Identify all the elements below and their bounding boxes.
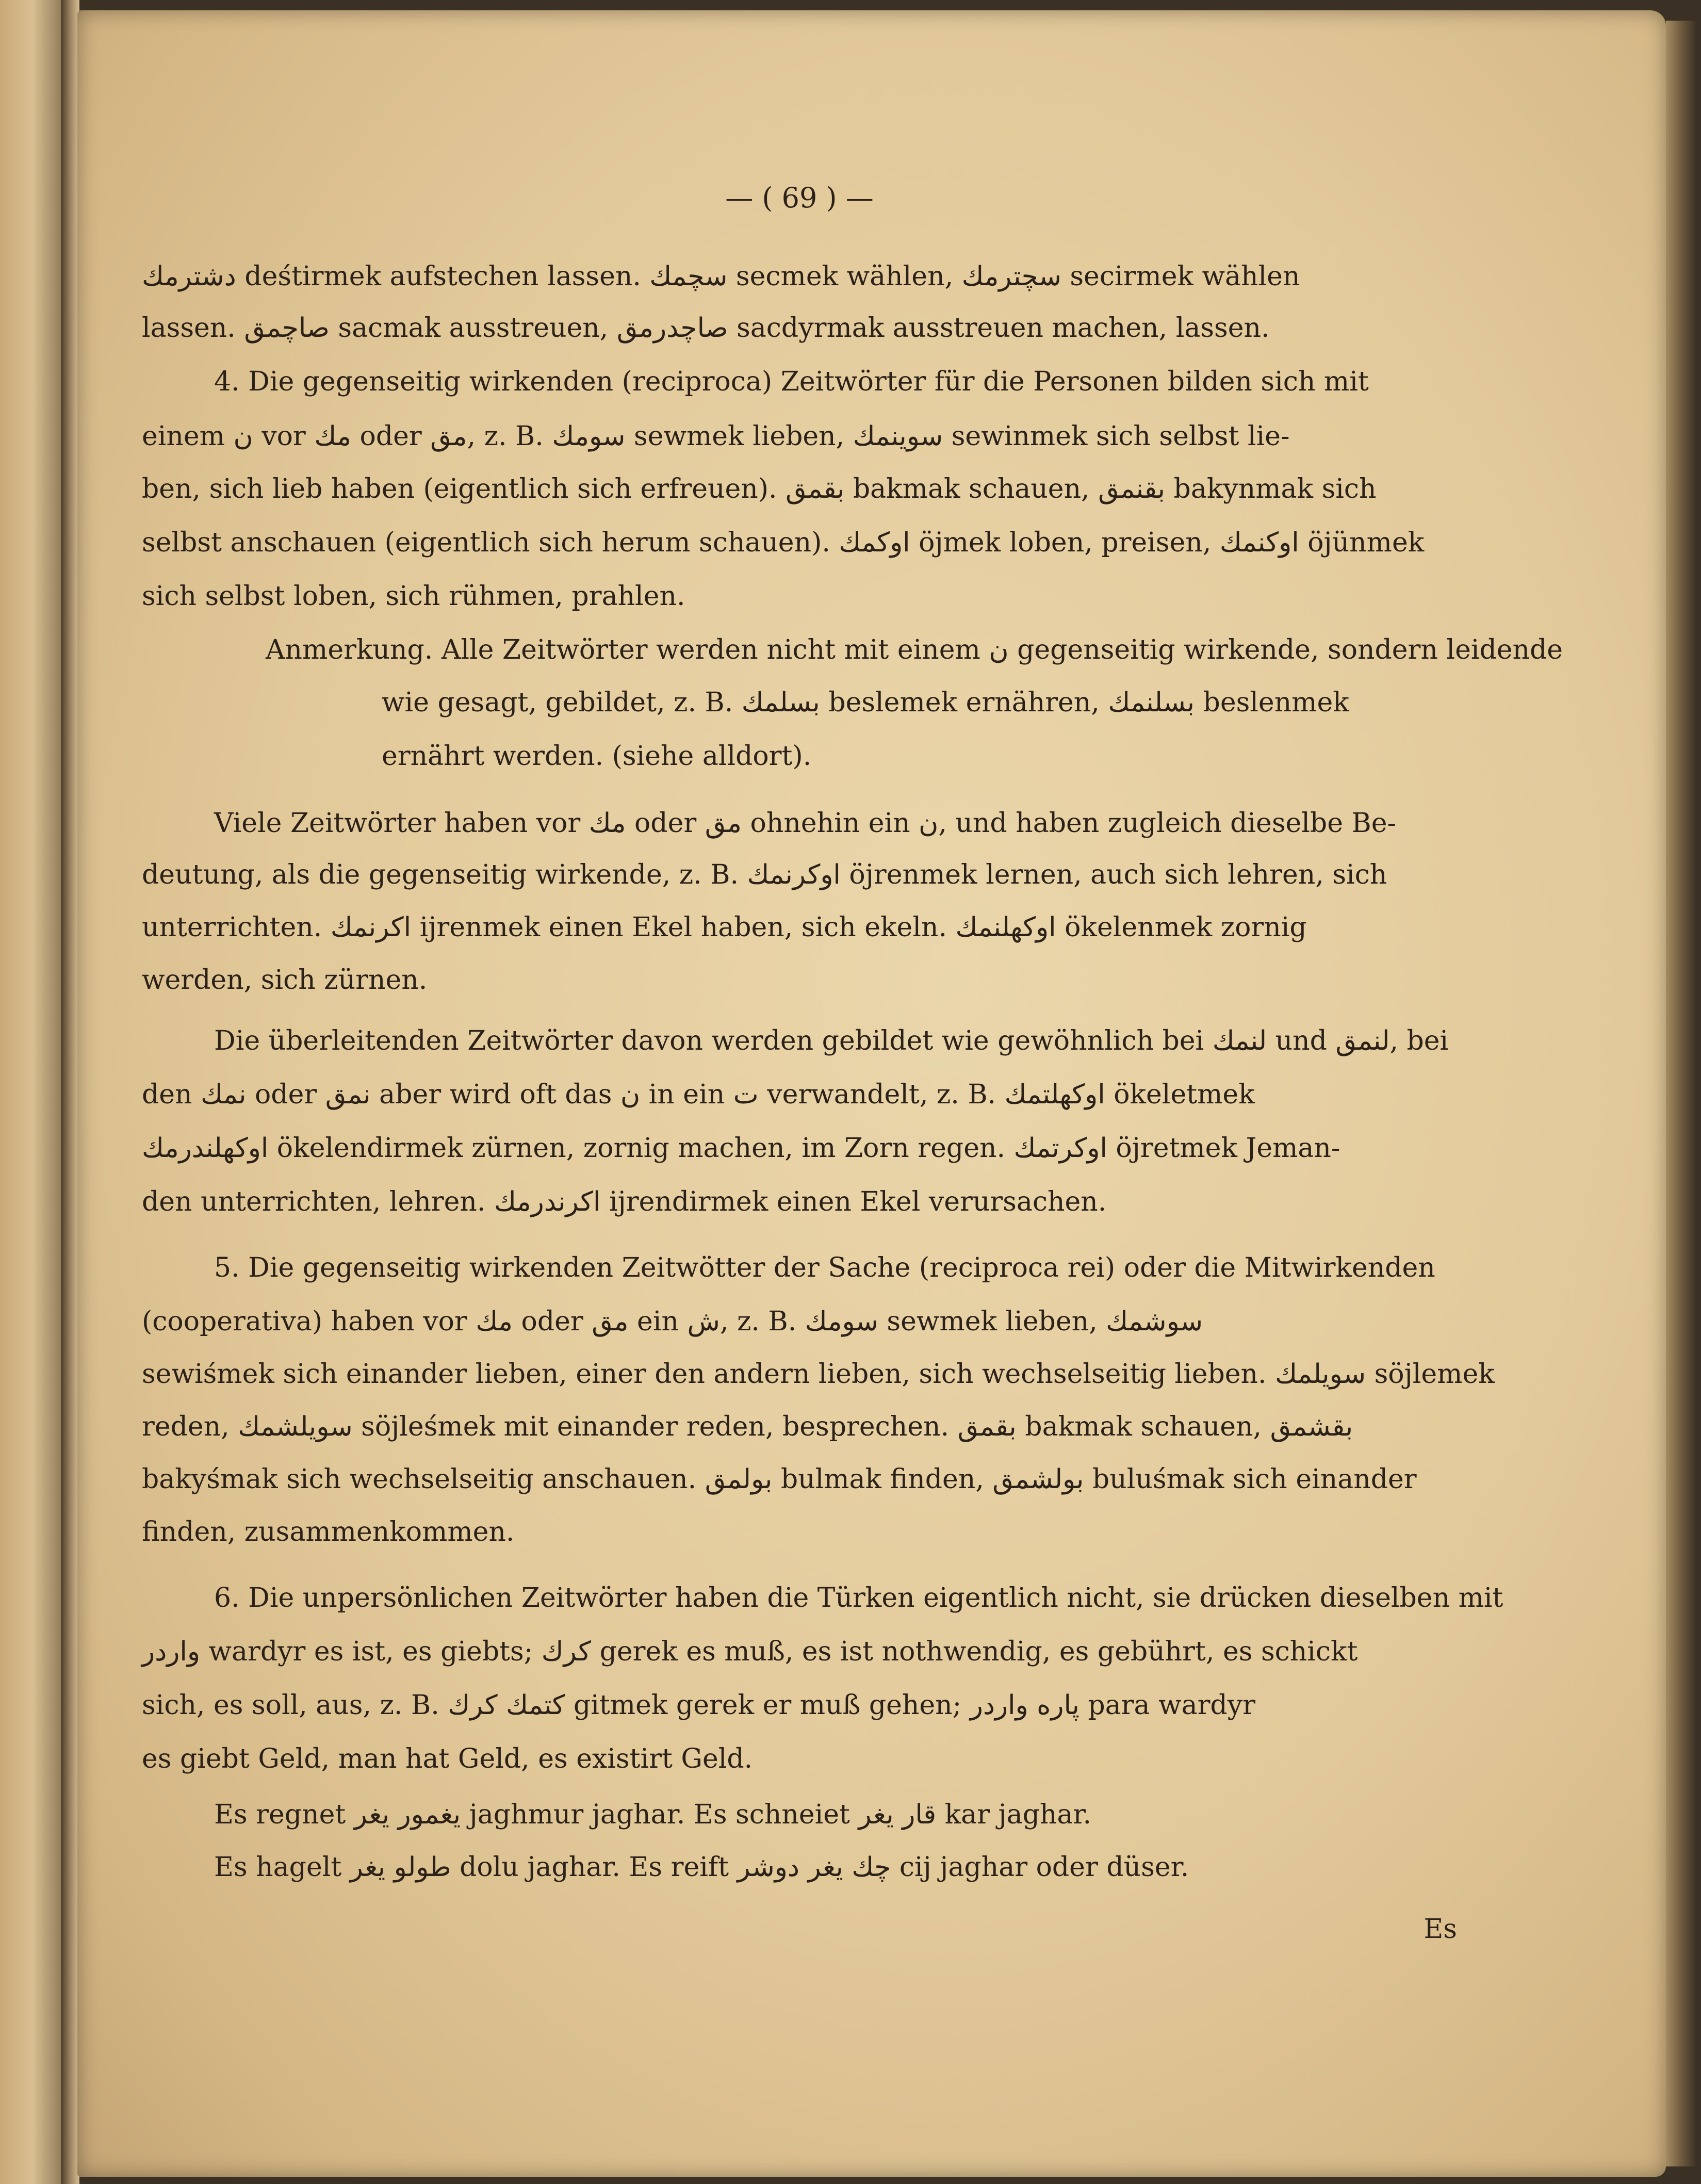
text-line: Viele Zeitwörter haben vor مك oder مق ohnehin ein ن, und haben zugleich dieselbe Be- <box>214 808 1397 839</box>
text-line: sich, es soll, aus, z. B. كتمك كرك gitmek gerek er muß gehen; پاره واردر para wardyr <box>142 1690 1255 1721</box>
text-line: wie gesagt, gebildet, z. B. بسلمك beslemek ernähren, بسلنمك beslenmek <box>382 687 1349 718</box>
text-line: lassen. صاچمق sacmak ausstreuen, صاچدرمق sacdyrmak ausstreuen machen, lassen. <box>142 313 1270 344</box>
book-spine <box>61 0 79 2184</box>
text-line: bakyśmak sich wechselseitig anschauen. بولمق bulmak finden, بولشمق buluśmak sich einander <box>142 1464 1417 1495</box>
text-line: واردر wardyr es ist, es giebts; كرك gerek es muß, es ist nothwendig, es gebührt, es schickt <box>142 1636 1358 1667</box>
text-line: reden, سويلشمك söjleśmek mit einander reden, besprechen. بقمق bakmak schauen, بقشمق <box>142 1411 1353 1442</box>
text-line: (cooperativa) haben vor مك oder مق ein ش, z. B. سومك sewmek lieben, سوشمك <box>142 1306 1203 1337</box>
text-line: Es hagelt طولو يغر dolu jaghar. Es reift چك يغر دوشر cij jaghar oder düser. <box>214 1852 1189 1883</box>
text-line: 6. Die unpersönlichen Zeitwörter haben die Türken eigentlich nicht, sie drücken dieselben mit <box>214 1583 1503 1613</box>
text-line: Anmerkung. Alle Zeitwörter werden nicht mit einem ن gegenseitig wirkende, sondern leidende <box>266 634 1563 665</box>
text-line: selbst anschauen (eigentlich sich herum schauen). اوكمك öjmek loben, preisen, اوكنمك öjünmek <box>142 527 1425 558</box>
text-line: Die überleitenden Zeitwörter davon werden gebildet wie gewöhnlich bei لنمك und لنمق, bei <box>214 1025 1449 1056</box>
text-line: den نمك oder نمق aber wird oft das ن in ein ت verwandelt, z. B. اوكهلتمك ökeletmek <box>142 1079 1255 1110</box>
text-line: finden, zusammenkommen. <box>142 1517 515 1547</box>
page-header: — ( 69 ) — <box>725 182 874 214</box>
text-line: ernährt werden. (siehe alldort). <box>382 741 812 772</box>
text-line: دشترمك deśtirmek aufstechen lassen. سچمك secmek wählen, سچترمك secirmek wählen <box>142 261 1300 292</box>
text-line: den unterrichten, lehren. اكرندرمك ijrendirmek einen Ekel verursachen. <box>142 1186 1107 1217</box>
text-line: 4. Die gegenseitig wirkenden (reciproca) Zeitwörter für die Personen bilden sich mit <box>214 366 1369 397</box>
text-line: sich selbst loben, sich rühmen, prahlen. <box>142 581 685 612</box>
catchword: Es <box>1424 1914 1457 1945</box>
text-line: sewiśmek sich einander lieben, einer den andern lieben, sich wechselseitig lieben. سويلمك söjlemek <box>142 1359 1495 1390</box>
text-line: ben, sich lieb haben (eigentlich sich erfreuen). بقمق bakmak schauen, بقنمق bakynmak sich <box>142 474 1377 504</box>
text-line: اوكهلندرمك ökelendirmek zürnen, zornig machen, im Zorn regen. اوكرتمك öjretmek Jeman- <box>142 1133 1340 1164</box>
text-line: es giebt Geld, man hat Geld, es existirt Geld. <box>142 1743 753 1774</box>
text-line: deutung, als die gegenseitig wirkende, z. B. اوكرنمك öjrenmek lernen, auch sich lehren, sich <box>142 859 1387 890</box>
text-line: Es regnet يغمور يغر jaghmur jaghar. Es schneiet قار يغر kar jaghar. <box>214 1799 1092 1830</box>
page-edge-shadow <box>1666 21 1697 2166</box>
text-line: einem ن vor مك oder مق, z. B. سومك sewmek lieben, سوينمك sewinmek sich selbst lie- <box>142 421 1290 452</box>
text-line: werden, sich zürnen. <box>142 965 428 996</box>
text-line: unterrichten. اكرنمك ijrenmek einen Ekel haben, sich ekeln. اوكهلنمك ökelenmek zornig <box>142 912 1307 943</box>
text-line: 5. Die gegenseitig wirkenden Zeitwötter der Sache (reciproca rei) oder die Mitwirkenden <box>214 1252 1435 1283</box>
